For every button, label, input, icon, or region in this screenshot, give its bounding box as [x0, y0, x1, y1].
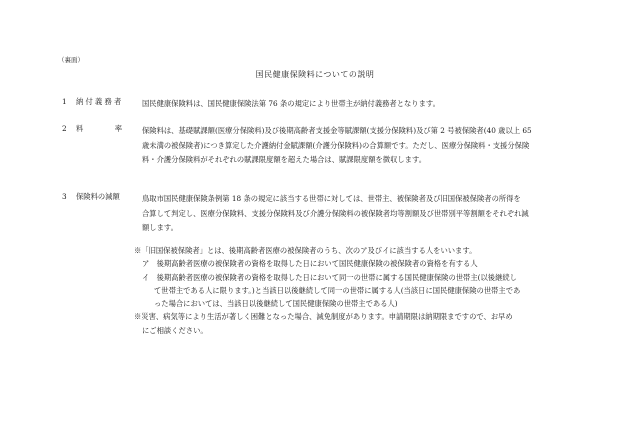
- section-text-line: 保険料は、基礎賦課額(医療分保険料)及び後期高齢者支援金等賦課額(支援分保険料)及び第 2 号被保険者(40 歳以上 65: [142, 126, 532, 135]
- section-label: 納付義務者: [76, 97, 124, 106]
- section-text-line: 額します。: [142, 223, 178, 232]
- section-label: 保険料の減額: [76, 192, 120, 201]
- page-title: 国民健康保険料についての説明: [255, 70, 375, 79]
- section-reduction: [62, 192, 582, 236]
- note-line: ※「旧国保被保険者」とは、後期高齢者医療の被保険者のうち、次のア及びイに該当する人をいいます。: [134, 246, 477, 255]
- section-text-line: 国民健康保険料は、国民健康保険法第 76 条の規定により世帯主が納付義務者となります。: [142, 99, 440, 108]
- notes-block: [134, 244, 586, 337]
- section-text-line: 鳥取市国民健康保険条例第 18 条の規定に該当する世帯に対しては、世帯主、被保険者及び旧国保被保険者の所得を: [142, 194, 521, 203]
- section-label: [76, 124, 122, 133]
- note-line: ア 後期高齢者医療の被保険者の資格を取得した日において国民健康保険の被保険者の資格を有する人: [142, 259, 478, 269]
- note-line: った場合においては、当該日以後継続して国民健康保険の世帯主である人): [154, 299, 398, 309]
- back-side-marker: （裏面）: [58, 56, 84, 64]
- section-payer: [62, 97, 582, 112]
- note-line: イ 後期高齢者医療の被保険者の資格を取得した日において同一の世帯に属する国民健康保険の世帯主(以後継続し: [142, 272, 517, 282]
- section-number: 2: [62, 124, 67, 133]
- section-text-line: 合算して判定し、医療分保険料、支援分保険料及び介護分保険料の被保険者均等割額及び世帯別平等割額をそれぞれ減: [142, 208, 529, 218]
- note-line: ※災害、病気等により生活が著しく困難となった場合、減免制度があります。申請期限は納期限まですので、お早め: [134, 312, 513, 322]
- section-label-part: 率: [114, 124, 122, 133]
- section-body: [142, 124, 582, 168]
- section-text-line: 料・介護分保険料がそれぞれの賦課限度額を超えた場合は、賦課限度額を徴収します。: [142, 155, 426, 164]
- note-line: て世帯主である人に限ります。)と当該日以後継続して同一の世帯に属する人(当該日に国民健康保険の世帯主であ: [154, 285, 521, 295]
- note-line: にご相談ください。: [142, 325, 208, 335]
- section-body: [142, 97, 582, 112]
- section-number: 1: [62, 97, 67, 106]
- section-body: [142, 192, 582, 236]
- section-number: 3: [62, 192, 67, 201]
- section-label-part: 料: [76, 124, 84, 133]
- section-rate: [62, 124, 582, 168]
- section-text-line: 歳未満の被保険者)につき算定した介護納付金賦課額(介護分保険料)の合算額です。ただし、医療分保険料・支援分保険: [142, 140, 530, 150]
